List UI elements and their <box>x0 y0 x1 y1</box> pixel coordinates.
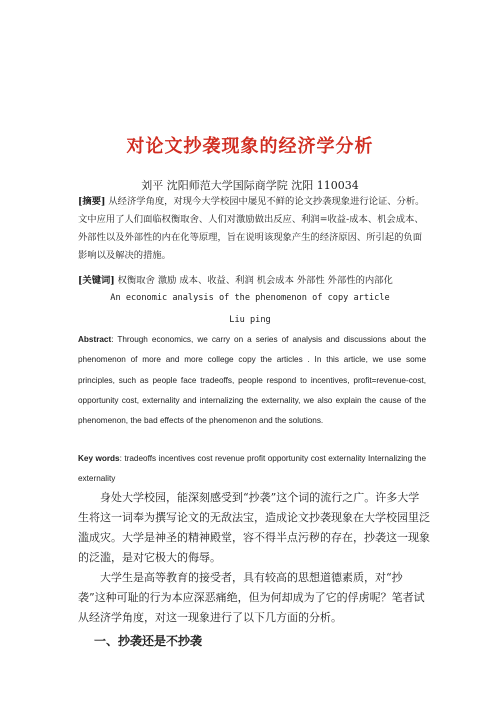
english-title: An economic analysis of the phenomenon of copy article <box>110 293 390 303</box>
abstract-text: 从经济学角度，对现今大学校园中屡见不鲜的论文抄袭现象进行论证、分析。文中应用了人们面临权衡取舍、人们对激励做出反应、利润=收益-成本、机会成本、外部性以及外部性的内在化等原理，旨在说明该现象产生的经济原因、所引起的负面影响以及解决的措施。 <box>78 196 425 261</box>
english-keywords <box>78 449 426 489</box>
english-abstract-text: : Through economics, we carry on a series of analysis and discussions about the phenomenon of more and more college copy the articles . In this article, we use some principles, such as people face tradeoffs, people respond to incentives, profit=revenue-cost, opportunity cost, externality and internalizing the externality, we also explain the cause of the phenomenon, the bad effects of the phenomenon and the solutions. <box>78 335 426 426</box>
paragraph-text-1: 身处大学校园，能深刻感受到“抄袭”这个词的流行之广。许多大学生将这一词奉为撰写论文的无敌法宝，造成论文抄袭现象在大学校园里泛滥成灾。大学是神圣的精神殿堂，容不得半点污秽的存在，抄袭这一现象的泛滥，是对它极大的侮辱。 <box>78 491 430 564</box>
english-keywords-label: Key words <box>78 454 120 463</box>
keywords-label: [关键词] <box>78 275 115 286</box>
chinese-keywords <box>78 272 426 286</box>
body-paragraph-2 <box>78 568 430 628</box>
english-keywords-text: : tradeoffs incentives cost revenue profit opportunity cost externality Internalizing the externality <box>78 454 427 483</box>
paper-title: 对论文抄袭现象的经济学分析 <box>126 136 374 157</box>
english-author: Liu ping <box>229 315 271 325</box>
keywords-text: 权衡取舍 激励 成本、收益、利润 机会成本 外部性 外部性的内部化 <box>117 275 393 286</box>
section-heading: 一、抄袭还是不抄袭 <box>94 634 203 648</box>
english-abstract <box>78 330 426 431</box>
chinese-abstract <box>78 193 426 265</box>
body-paragraph-1 <box>78 488 430 568</box>
abstract-label: [摘要] <box>78 196 106 207</box>
english-abstract-label: Abstract <box>78 335 112 344</box>
paragraph-text-2: 大学生是高等教育的接受者，具有较高的思想道德素质，对“抄袭”这种可耻的行为本应深恶痛绝，但为何却成为了它的俘虏呢？笔者试从经济学角度，对这一现象进行了以下几方面的分析。 <box>78 571 425 624</box>
author-line: 刘平 沈阳师范大学国际商学院 沈阳 110034 <box>141 179 359 192</box>
